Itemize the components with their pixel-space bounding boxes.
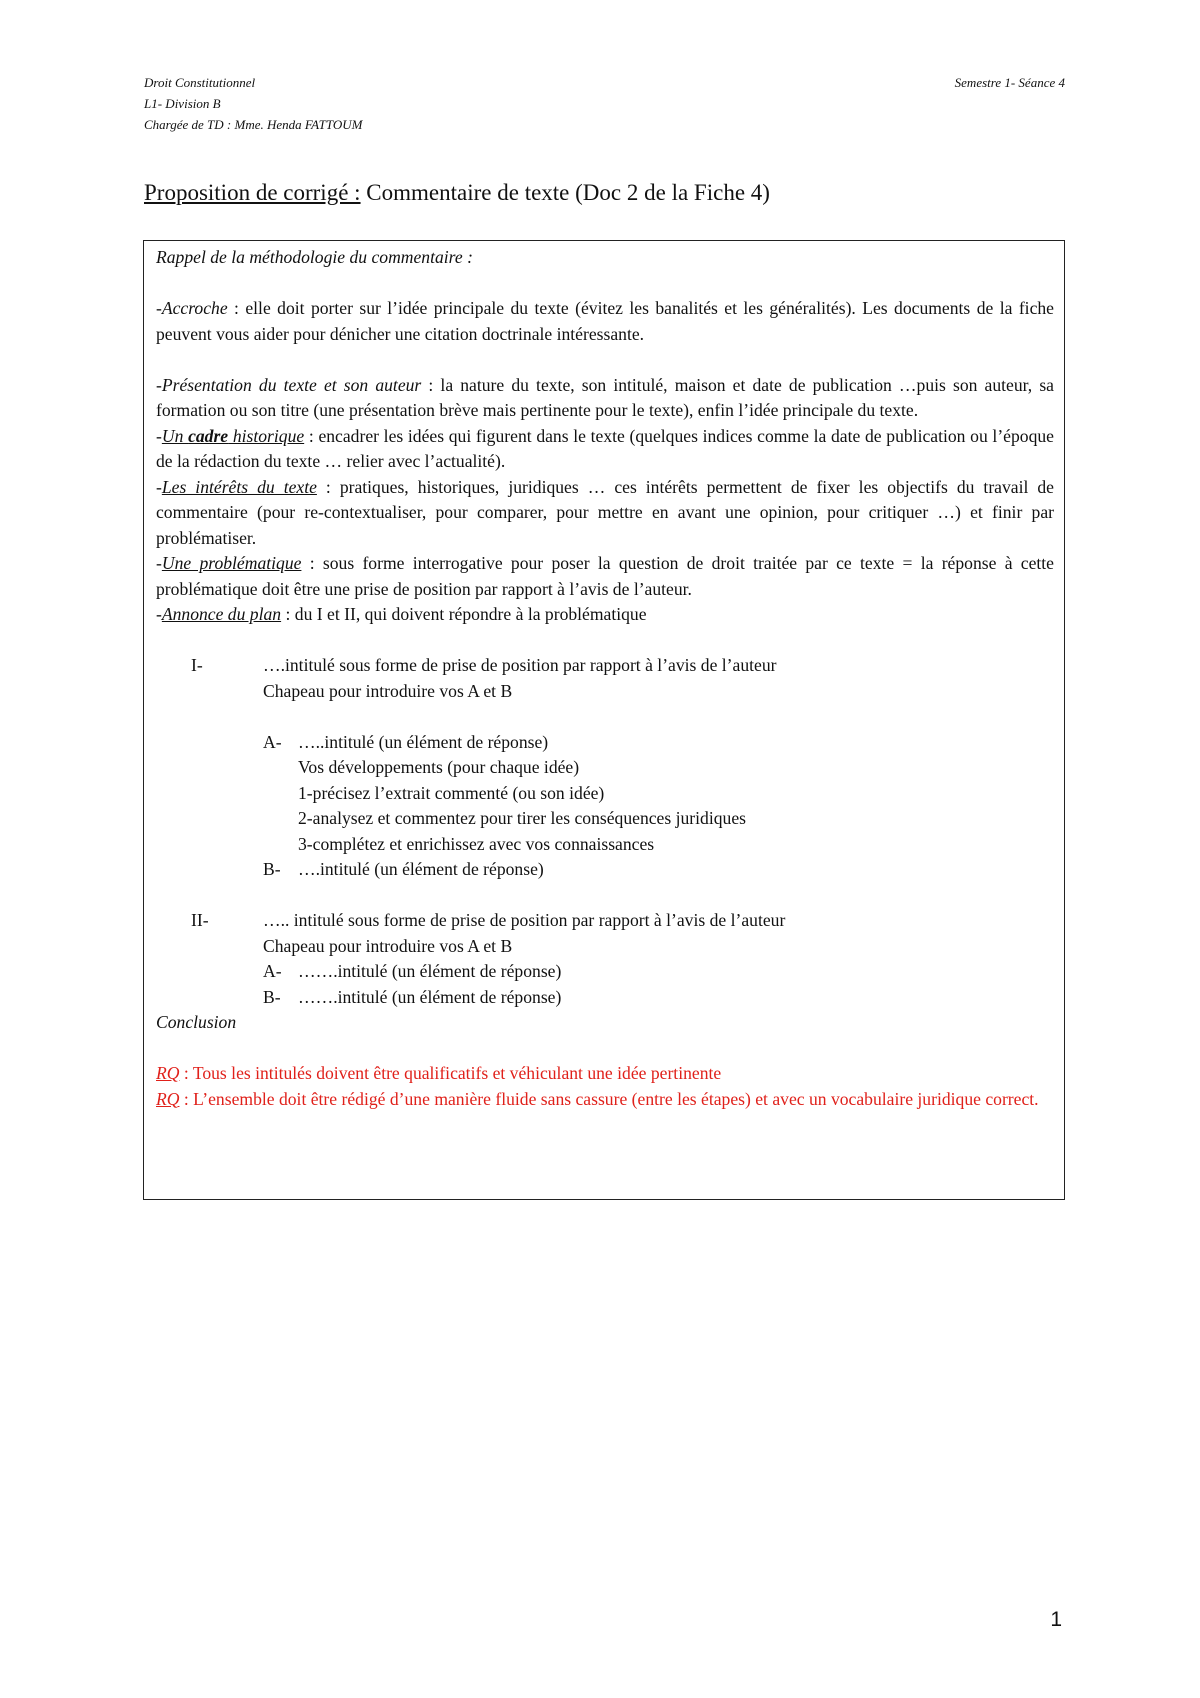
accroche-text: : elle doit porter sur l’idée principale du texte (évitez les banalités et les généralités). Les documents de la fiche peuvent vous aider pour dénicher une citation doctrinale intéressante.: [156, 298, 1054, 344]
annonce-text: : du I et II, qui doivent répondre à la problématique: [281, 604, 647, 624]
plan-part-2-b: [156, 985, 1054, 1011]
plan-part-2-a: [156, 959, 1054, 985]
presentation-paragraph: [156, 373, 1054, 424]
header-instructor: Chargée de TD : Mme. Henda FATTOUM: [144, 117, 363, 132]
dash: -: [156, 553, 162, 573]
plan-part-1-a: [156, 730, 1054, 756]
remark-1: [156, 1061, 1054, 1087]
part-2-a-text: …….intitulé (un élément de réponse): [298, 961, 562, 981]
annonce-label: Annonce du plan: [161, 604, 282, 624]
part-2-b-text: …….intitulé (un élément de réponse): [298, 986, 562, 1007]
plan-part-2-chapeau: [156, 934, 1054, 960]
interets-text: : pratiques, historiques, juridiques … ces intérêts permettent de fixer les objectifs du travail de commentaire (pour re-contextualiser, pour comparer, pour mettre en avant une opinion, pour critiquer …) et finir par problématiser.: [156, 476, 1054, 548]
problematique-label: Une problématique: [161, 553, 302, 573]
part-2-chapeau: Chapeau pour introduire vos A et B: [263, 935, 513, 956]
dev-line-0: Vos développements (pour chaque idée): [298, 757, 580, 777]
interets-paragraph: [156, 475, 1054, 552]
part-1-b-label: B-: [263, 859, 281, 879]
header-division: L1- Division B: [144, 96, 221, 111]
problematique-text: : sous forme interrogative pour poser la question de droit traitée par ce texte = la réponse à cette problématique doit être une prise de position par rapport à l’avis de l’auteur.: [156, 553, 1054, 599]
dev-line-2: 2-analysez et commentez pour tirer les conséquences juridiques: [298, 808, 746, 828]
part-1-a-label: A-: [263, 731, 282, 752]
remark-1-label: RQ: [156, 1063, 180, 1083]
dev-line-1: 1-précisez l’extrait commenté (ou son idée): [298, 782, 605, 803]
dash: -: [156, 425, 162, 446]
header-course: Droit Constitutionnel: [144, 75, 256, 90]
annonce-paragraph: [156, 602, 1054, 628]
plan-part-1-b: [156, 857, 1054, 883]
dash: -: [156, 604, 162, 624]
cadre-paragraph: [156, 424, 1054, 475]
conclusion-label: Conclusion: [156, 1012, 237, 1032]
running-header-left: [144, 72, 362, 135]
part-1-b-text: ….intitulé (un élément de réponse): [298, 859, 544, 879]
presentation-label: Présentation du texte et son auteur: [161, 374, 422, 395]
cadre-text: : encadrer les idées qui figurent dans le texte (quelques indices comme la date de publication ou l’époque de la rédaction du texte … relier avec l’actualité).: [156, 425, 1054, 471]
part-1-a-text: …..intitulé (un élément de réponse): [298, 731, 549, 752]
part-1-title: ….intitulé sous forme de prise de position par rapport à l’avis de l’auteur: [263, 655, 777, 675]
remark-2: [156, 1087, 1054, 1113]
title-prefix: Proposition de corrigé :: [144, 180, 361, 205]
part-2-b-label: B-: [263, 986, 281, 1007]
plan-dev-line: [156, 755, 1054, 781]
presentation-text: : la nature du texte, son intitulé, maison et date de publication …puis son auteur, sa formation ou son titre (une présentation brève mais pertinente pour le texte), enfin l’idée principale du texte.: [156, 374, 1054, 420]
page-title: [144, 178, 770, 208]
remark-2-text: : L’ensemble doit être rédigé d’une manière fluide sans cassure (entre les étapes) et avec un vocabulaire juridique correct.: [179, 1088, 1039, 1109]
remark-2-label: RQ: [156, 1088, 180, 1109]
cadre-label-a: Un: [161, 425, 189, 446]
methodology-box: [143, 240, 1065, 1200]
box-heading: Rappel de la méthodologie du commentaire :: [156, 247, 473, 267]
dash: -: [156, 374, 162, 395]
header-session: Semestre 1- Séance 4: [954, 75, 1065, 90]
part-2-number: II-: [191, 910, 209, 930]
remark-1-text: : Tous les intitulés doivent être qualificatifs et véhiculant une idée pertinente: [179, 1063, 722, 1083]
part-2-a-label: A-: [263, 961, 282, 981]
plan-part-1-chapeau: [156, 679, 1054, 705]
plan-part-1-title: [156, 653, 1054, 679]
plan-part-2-title: [156, 908, 1054, 934]
cadre-label-c: historique: [228, 425, 305, 446]
plan-dev-line: [156, 832, 1054, 858]
accroche-label: Accroche: [161, 298, 228, 318]
title-rest: Commentaire de texte (Doc 2 de la Fiche 4): [360, 180, 770, 205]
part-1-chapeau: Chapeau pour introduire vos A et B: [263, 680, 513, 701]
part-2-title: ….. intitulé sous forme de prise de position par rapport à l’avis de l’auteur: [263, 910, 786, 930]
cadre-label-b: cadre: [188, 425, 229, 446]
part-1-number: I-: [191, 655, 203, 675]
page-number: 1: [1050, 1608, 1062, 1631]
dash: -: [156, 298, 162, 318]
dev-line-3: 3-complétez et enrichissez avec vos connaissances: [298, 833, 655, 854]
dash: -: [156, 476, 162, 497]
accroche-paragraph: [156, 296, 1054, 347]
interets-label: Les intérêts du texte: [161, 476, 317, 497]
plan-dev-line: [156, 781, 1054, 807]
problematique-paragraph: [156, 551, 1054, 602]
plan-dev-line: [156, 806, 1054, 832]
